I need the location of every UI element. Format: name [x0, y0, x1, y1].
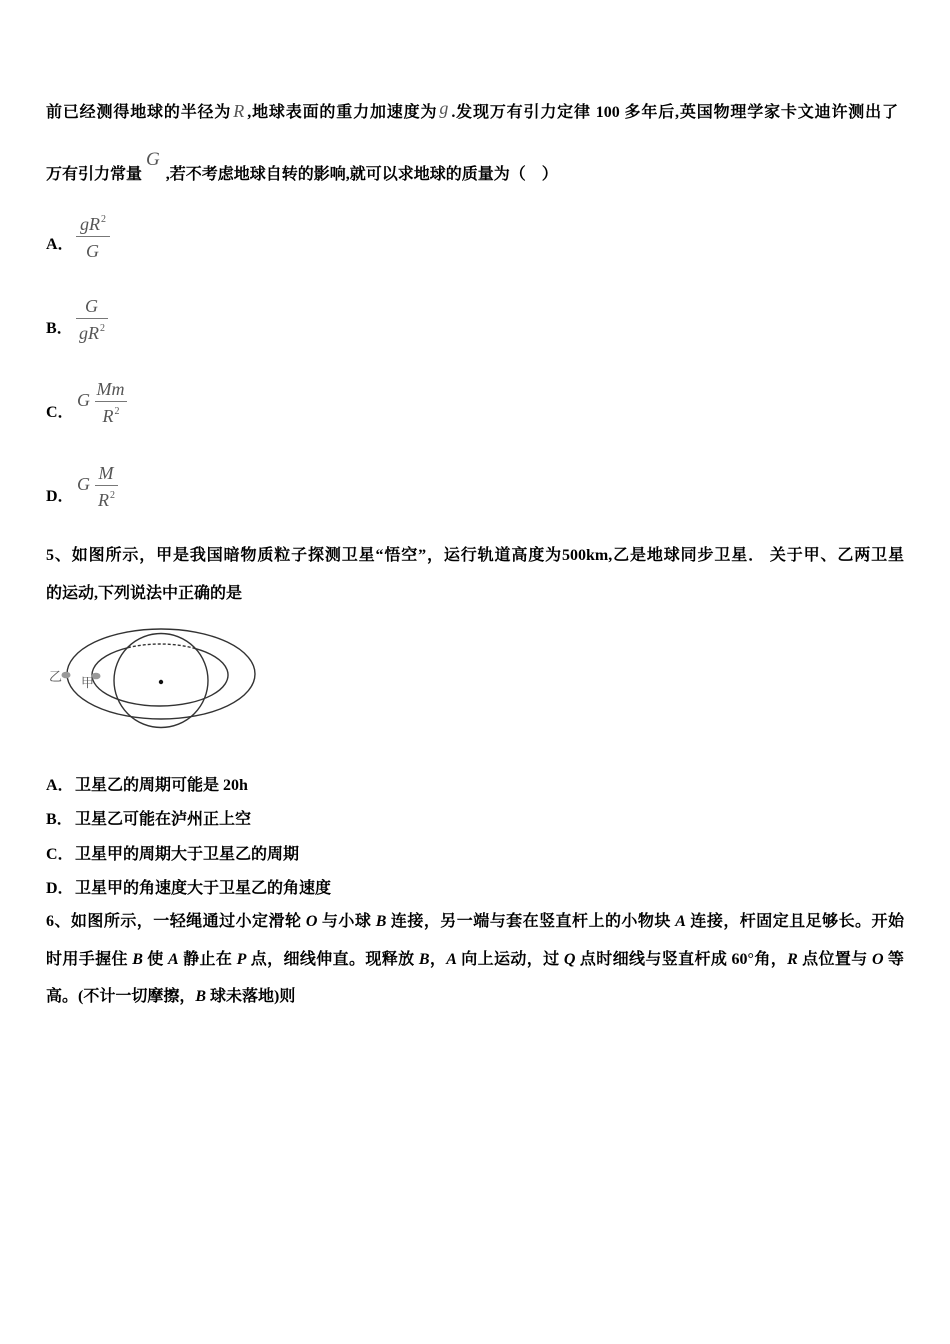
var-B: B — [195, 988, 207, 1005]
math-radius-R: R — [233, 101, 245, 121]
label-jia: 甲 — [81, 675, 95, 690]
var-R: R — [787, 951, 798, 968]
q4-option-a[interactable] — [46, 214, 246, 261]
denominator: $R^2$ — [102, 406, 120, 426]
formula-prefix: G — [77, 390, 90, 410]
q4-option-c[interactable] — [46, 379, 246, 426]
satellite-yi-icon — [62, 672, 71, 679]
q6-text: ， — [429, 951, 447, 968]
option-label: B． — [46, 811, 73, 828]
option-label: A． — [46, 777, 74, 794]
var-B: B — [375, 913, 387, 930]
q4-stem-line-1 — [46, 98, 898, 121]
var-B: B — [418, 951, 430, 968]
option-label: D． — [46, 488, 74, 505]
option-text: 卫星乙可能在泸州正上空 — [75, 811, 252, 828]
q6-text: 点时细线与竖直杆成 60°角， — [575, 951, 788, 968]
q6-text: 时用手握住 — [46, 951, 133, 968]
var-A: A — [675, 913, 686, 930]
inner-orbit-hidden-arc — [128, 644, 194, 648]
numerator: M — [98, 463, 114, 483]
q5-stem-line-1: 5、如图所示，甲是我国暗物质粒子探测卫星“悟空”，运行轨道高度为500km,乙是地球同步卫星． 关于甲、乙两卫星 — [46, 547, 904, 564]
option-label: A． — [46, 236, 74, 253]
q6-text: 点，细线伸直。现释放 — [246, 951, 419, 968]
satellite-orbit-diagram — [40, 620, 270, 735]
numerator: Mm — [96, 379, 125, 399]
q4-option-b[interactable] — [46, 296, 246, 343]
option-text: 卫星乙的周期可能是 20h — [75, 777, 248, 794]
option-label: B． — [46, 320, 73, 337]
math-gravity-g: g — [439, 98, 449, 118]
var-A: A — [168, 951, 179, 968]
formula-prefix: G — [77, 474, 90, 494]
q4-option-d[interactable] — [46, 463, 246, 510]
q4-text: 万有引力常量 — [46, 166, 143, 183]
q6-stem-line-1 — [46, 912, 904, 932]
q6-stem-line-3 — [46, 987, 295, 1007]
q5-option-d[interactable] — [46, 879, 331, 899]
fraction — [76, 212, 110, 265]
var-B: B — [132, 951, 143, 968]
option-text: 卫星甲的角速度大于卫星乙的角速度 — [75, 880, 332, 897]
q4-stem-line-2 — [46, 149, 558, 184]
q6-text: 使 — [142, 951, 169, 968]
math-constant-G: G — [146, 149, 160, 170]
q5-option-c[interactable] — [46, 845, 299, 865]
fraction — [95, 461, 118, 514]
denominator: $gR^2$ — [79, 323, 105, 343]
var-O: O — [305, 913, 318, 930]
label-yi: 乙 — [49, 669, 63, 684]
var-O: O — [871, 951, 884, 968]
option-text: 卫星甲的周期大于卫星乙的周期 — [75, 846, 300, 863]
q6-text: 高。(不计一切摩擦， — [46, 988, 196, 1005]
var-P: P — [236, 951, 247, 968]
q6-stem-line-2 — [46, 950, 904, 970]
option-label: C． — [46, 846, 74, 863]
var-A: A — [446, 951, 457, 968]
q5-option-a[interactable] — [46, 776, 248, 796]
denominator: $R^2$ — [98, 490, 115, 510]
q4-text: .发现万有引力定律 100 多年后,英国物理学家卡文迪许测出了 — [451, 104, 898, 121]
q6-text: 连接，杆固定且足够长。开始 — [685, 913, 904, 930]
q6-text: 静止在 — [178, 951, 237, 968]
option-label: D． — [46, 880, 74, 897]
q4-text: ,地球表面的重力加速度为 — [247, 104, 438, 121]
q4-text: 前已经测得地球的半径为 — [46, 104, 232, 121]
numerator: G — [85, 296, 98, 316]
q5-option-b[interactable] — [46, 810, 251, 830]
q6-text: 向上运动，过 — [456, 951, 564, 968]
q4-text: ,若不考虑地球自转的影响,就可以求地球的质量为（ ） — [165, 166, 558, 183]
q6-text: 点位置与 — [797, 951, 872, 968]
denominator: G — [86, 241, 99, 261]
q6-text: 等 — [883, 951, 904, 968]
q6-text: 6、如图所示，一轻绳通过小定滑轮 — [46, 913, 306, 930]
fraction — [95, 377, 127, 430]
fraction — [76, 294, 108, 347]
q6-text: 球未落地)则 — [206, 988, 296, 1005]
numerator: $gR^2$ — [80, 214, 106, 234]
q5-stem-line-2: 的运动,下列说法中正确的是 — [46, 585, 243, 602]
option-label: C． — [46, 404, 74, 421]
q6-text: 连接，另一端与套在竖直杆上的小物块 — [386, 913, 676, 930]
q6-text: 与小球 — [317, 913, 376, 930]
earth-center-dot — [159, 680, 163, 684]
var-Q: Q — [563, 951, 576, 968]
